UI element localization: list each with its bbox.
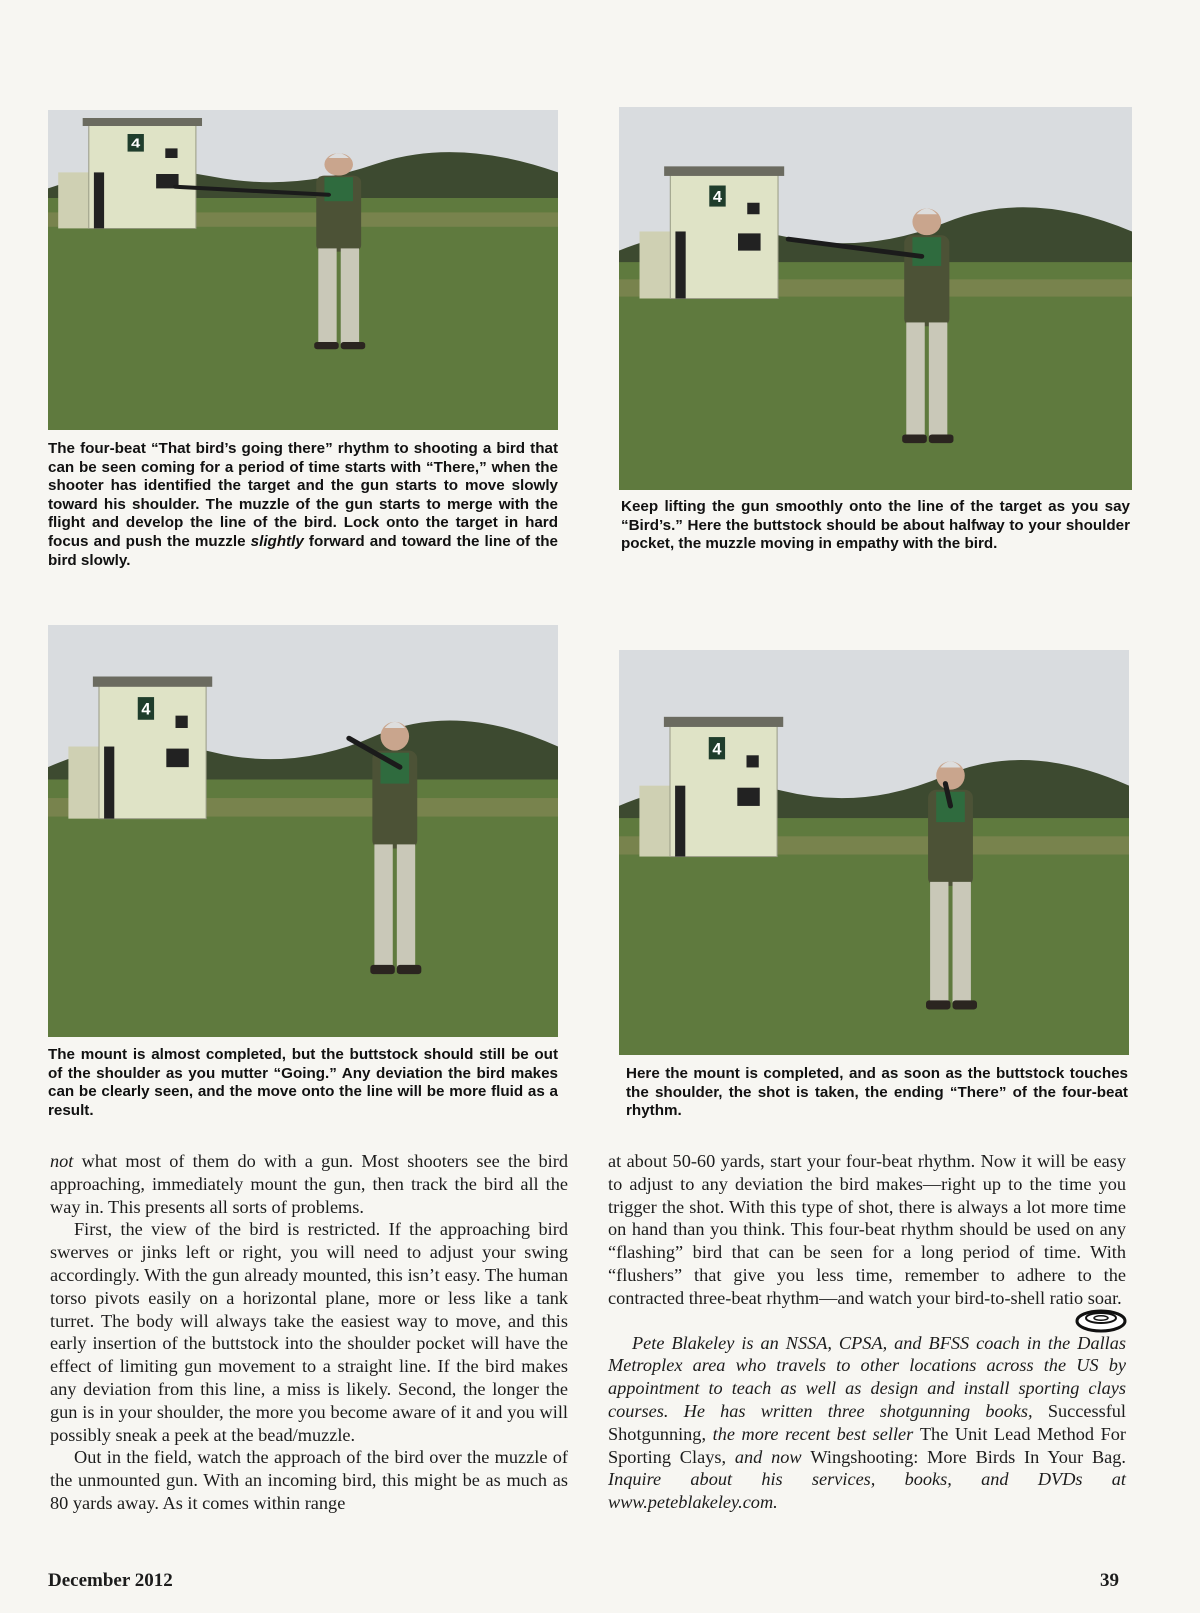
skeet-house-door [675, 786, 685, 857]
shooter-leg-left [930, 882, 948, 1004]
shooter-leg-left [374, 844, 392, 968]
bio-text: the more recent best seller [706, 1423, 920, 1444]
caption-emphasis: slightly [250, 532, 304, 550]
station-number: 4 [131, 137, 141, 152]
book-title: Wingshooting: More Birds In Your Bag. [810, 1446, 1127, 1467]
shooter-leg-right [397, 844, 415, 968]
body-paragraph [50, 1150, 568, 1218]
caption-text: The four-beat “That bird’s going there” rhythm to shooting a bird that can be seen coming for a period of time starts with “There,” when the shooter has identified the target and the gun starts to move slowly toward his shoulder. The muzzle of the gun starts to merge with the flight and develop the line of the bird. Lock onto the target in hard focus and push the muzzle [48, 440, 558, 550]
body-paragraph: Out in the field, watch the approach of the bird over the muzzle of the unmounted gun. With an incoming bird, this might be as much as 80 yards away. As it comes within range [50, 1447, 568, 1513]
shooter-shoe-left [314, 342, 338, 349]
skeet-house-door [104, 747, 114, 819]
shooter-shoe-right [341, 342, 365, 349]
skeet-house-window [747, 755, 759, 767]
author-bio [608, 1332, 1126, 1514]
emphasis-text: not [50, 1151, 74, 1171]
station-sign [737, 788, 759, 806]
shooter-shoe-right [397, 965, 421, 974]
shooter-shirt [912, 237, 941, 266]
shooter-leg-right [341, 248, 359, 344]
page-number: 39 [1100, 1570, 1119, 1591]
shooter-leg-left [318, 248, 336, 344]
book-title: The Unit Lead Method For Sporting Clays, [608, 1423, 1126, 1467]
book-title: Successful Shotgunning, [608, 1400, 1126, 1444]
body-column-right [608, 1150, 1126, 1514]
station-number: 4 [141, 700, 151, 719]
bio-text: Inquire about his services, books, and DVDs at www.peteblakeley.com. [608, 1469, 1126, 1513]
body-text: what most of them do with a gun. Most shooters see the bird approaching, immediately mount the gun, then track the bird all the way in. This presents all sorts of problems. [50, 1151, 568, 1217]
shooter-leg-right [953, 882, 971, 1004]
shooter-shoe-left [370, 965, 394, 974]
skeet-house-roof [83, 118, 202, 126]
shooter-shoe-left [926, 1000, 950, 1009]
skeet-house-window [176, 716, 188, 728]
skeet-house-roof [93, 677, 212, 687]
photo-stage-1 [48, 110, 558, 430]
photo-stage-4 [619, 650, 1129, 1055]
skeet-house-roof [664, 166, 784, 176]
grass-field [48, 198, 558, 430]
skeet-house-window [165, 148, 177, 158]
skeet-house-door [94, 172, 104, 228]
skeet-house-door [675, 231, 685, 298]
station-sign [738, 233, 761, 250]
shooter-shirt [324, 177, 353, 201]
bio-text: and now [726, 1446, 811, 1467]
photo-stage-2 [619, 107, 1132, 490]
shooter-leg-right [929, 322, 947, 437]
shooter-shoe-right [929, 434, 954, 443]
skeet-house-roof [664, 717, 783, 727]
bio-text: Pete Blakeley is an NSSA, CPSA, and BFSS coach in the Dallas Metroplex area who travels to other locations across the US by appointment to teach as well as design and install sporting clays courses. He has written three shotgunning books, [608, 1332, 1126, 1421]
caption-stage-2: Keep lifting the gun smoothly onto the line of the target as you say “Bird’s.” Here the buttstock should be about halfway to your shoulder pocket, the muzzle moving in empathy with the bird. [621, 498, 1130, 553]
shooter-leg-left [906, 322, 924, 437]
shooter-shoe-left [902, 434, 927, 443]
caption-stage-3: The mount is almost completed, but the buttstock should still be out of the shoulder as you mutter “Going.” Any deviation the bird makes can be clearly seen, and the move onto the line will be more fluid as a result. [48, 1046, 558, 1119]
station-number: 4 [712, 189, 723, 206]
station-sign [166, 749, 188, 768]
shooter-shoe-right [953, 1000, 977, 1009]
issue-date: December 2012 [48, 1570, 173, 1591]
body-paragraph: at about 50-60 yards, start your four-beat rhythm. Now it will be easy to adjust to any deviation the bird makes—right up to the time you trigger the shot. With this type of shot, there is always a lot more time on hand than you think. This four-beat rhythm should be used on any “flashing” bird that can be seen for a long period of time. With “flushers” that give you less time, remember to adhere to the contracted three-beat rhythm—and watch your bird-to-shell ratio soar. [608, 1151, 1126, 1308]
station-number: 4 [712, 740, 722, 759]
caption-stage-1 [48, 440, 558, 570]
skeet-house-window [747, 203, 759, 214]
body-column-left [50, 1150, 568, 1515]
photo-stage-3 [48, 625, 558, 1037]
clay-target-icon [1075, 1306, 1127, 1334]
caption-text: forward and toward the line of the bird slowly. [48, 532, 558, 569]
caption-stage-4: Here the mount is completed, and as soon as the buttstock touches the shoulder, the shot is taken, the ending “There” of the four-beat rhythm. [626, 1065, 1128, 1120]
body-paragraph: First, the view of the bird is restricted. If the approaching bird swerves or jinks left or right, you will need to adjust your swing accordingly. With the gun already mounted, this isn’t easy. The human torso pivots easily on a horizontal plane, more or less like a tank turret. The body will always take the easiest way to move, and this early insertion of the buttstock into the shoulder pocket will have the effect of limiting gun movement to a straight line. If the bird makes any deviation from this line, a miss is likely. Second, the longer the gun is in your shoulder, the more you become aware of it and you will possibly sneak a peek at the bead/muzzle. [50, 1219, 568, 1445]
